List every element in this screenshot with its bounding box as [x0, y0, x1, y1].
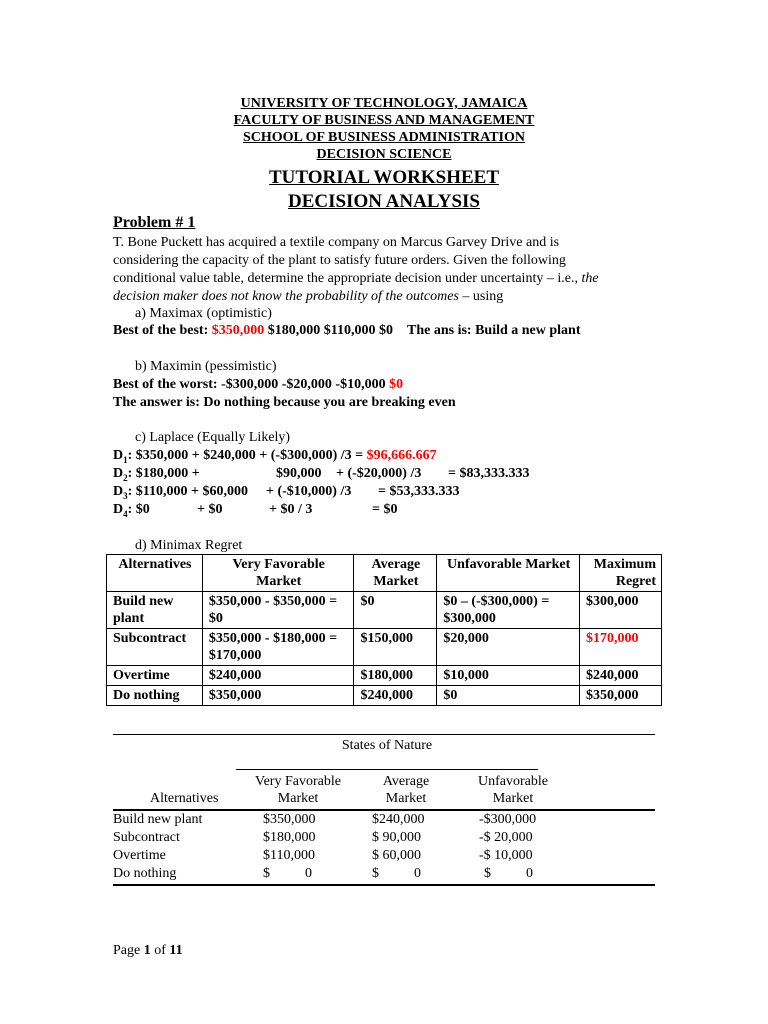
nature-row-alt: Overtime	[113, 848, 166, 863]
course-name: DECISION SCIENCE	[316, 147, 452, 162]
worksheet-title: TUTORIAL WORKSHEET	[268, 167, 499, 188]
maximin-answer: The answer is: Do nothing because you are breaking even	[113, 395, 456, 410]
header-unfavorable: Unfavorable Market	[437, 555, 580, 592]
intro-italic: the decision maker does not know the probability of the outcomes	[113, 271, 599, 304]
maximin-label: b) Maximin (pessimistic)	[135, 359, 277, 374]
header-average: Average Market	[354, 555, 437, 592]
col-alternatives: Alternatives	[150, 791, 219, 806]
laplace-d2: $D_2$: $180,000 +	[113, 466, 200, 483]
states-rule	[236, 769, 538, 770]
maximin-result: Best of the worst: -$300,000 -$20,000 -$10,000 $0	[113, 377, 404, 392]
faculty-name: FACULTY OF BUSINESS AND MANAGEMENT	[233, 113, 535, 128]
header-alternatives: Alternatives	[107, 555, 203, 592]
col-unfavorable: Unfavorable Market	[478, 774, 548, 806]
nature-row-alt: Subcontract	[113, 830, 180, 845]
nature-row-alt: Build new plant	[113, 812, 203, 827]
maximax-label: a) Maximax (optimistic)	[135, 306, 272, 321]
regret-table	[106, 554, 662, 706]
laplace-label: c) Laplace (Equally Likely)	[135, 430, 291, 445]
bottom-rule	[113, 884, 655, 886]
table-row: Do nothing $350,000 $240,000 $0 $350,000	[107, 686, 662, 706]
header-maximum-regret: Maximum Regret	[580, 555, 662, 592]
problem-heading: Problem # 1	[113, 214, 196, 231]
states-of-nature-title: States of Nature	[341, 738, 433, 753]
regret-header-row	[107, 555, 662, 592]
header-very-favorable: Very Favorable Market	[202, 555, 354, 592]
table-row: Subcontract $350,000 - $180,000 = $170,000 $150,000 $20,000 $170,000	[107, 629, 662, 666]
laplace-d1: $D_1$: $350,000 + $240,000 + (-$300,000) /3 = $96,666.667	[113, 448, 437, 465]
col-average: Average Market	[382, 774, 430, 806]
nature-row-alt: Do nothing	[113, 866, 177, 881]
table-row: Build new plant $350,000 - $350,000 = $0 $0 $0 – (-$300,000) = $300,000 $300,000	[107, 592, 662, 629]
minimax-label: d) Minimax Regret	[135, 538, 243, 553]
table-row: Overtime $240,000 $180,000 $10,000 $240,000	[107, 666, 662, 686]
page-number: Page 1 of 11	[113, 943, 183, 958]
top-rule	[113, 734, 655, 735]
topic-title: DECISION ANALYSIS	[287, 191, 480, 212]
maximax-result: Best of the best: $350,000 $180,000 $110,000 $0 The ans is: Build a new plant	[113, 323, 581, 338]
problem-intro: T. Bone Puckett has acquired a textile company on Marcus Garvey Drive and is considering the capacity of the plant to satisfy future orders. Given the following conditional value table, determine the appropriate decision under uncertainty – i.e., the decision maker does not know the probability of the outcomes – using	[113, 235, 599, 304]
laplace-d3: $D_3$: $110,000 + $60,000	[113, 484, 248, 501]
laplace-d4: $D_4$: $0	[113, 502, 150, 519]
university-name: UNIVERSITY OF TECHNOLOGY, JAMAICA	[240, 96, 528, 111]
school-name: SCHOOL OF BUSINESS ADMINISTRATION	[242, 130, 526, 145]
min-max-regret-value: $170,000	[580, 629, 662, 666]
col-very-favorable: Very Favorable Market	[255, 774, 341, 806]
